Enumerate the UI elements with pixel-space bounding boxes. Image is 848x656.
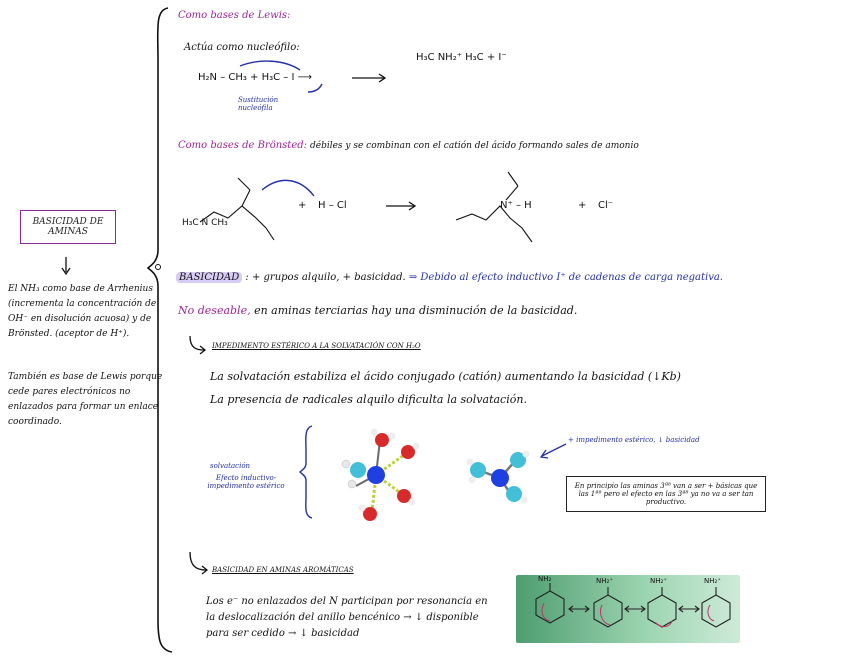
resonance-structures [516, 575, 740, 643]
undesirable-line [178, 304, 577, 317]
lewis-coordinate-note: También es base de Lewis porque cede pares electrónicos no enlazados para formar un enlace coordinado. [8, 372, 163, 427]
solvation-line-2: La presencia de radicales alquilo dificulta la solvatación. [210, 393, 527, 406]
bronsted-curved-arrow [262, 180, 314, 196]
resonance-label-2: NH₂⁺ [596, 577, 614, 585]
inductive-fig-label: Efecto inductivo-impedimento estérico [207, 474, 285, 490]
bronsted-reactant: H₃C N CH₃ [182, 218, 228, 228]
hcl-label: H – Cl [318, 200, 347, 211]
topic-title-box: BASICIDAD DE AMINAS [20, 210, 116, 244]
resonance-panel [516, 575, 740, 643]
lewis-heading: Como bases de Lewis: [178, 10, 291, 21]
undesirable-label: No deseable, [178, 304, 251, 317]
basicity-line [176, 272, 723, 283]
solvated-amine-model [342, 429, 420, 522]
resonance-label-4: NH₂⁺ [704, 577, 722, 585]
steric-fig-label: + impedimento estérico, ↓ basicidad [568, 436, 700, 444]
plus-sign-2: + [578, 200, 587, 211]
solvation-fig-label: solvatación [210, 462, 251, 470]
lewis-reaction: H₂N – CH₃ + H₃C – I ⟶ [198, 72, 312, 83]
steric-heading: IMPEDIMENTO ESTÉRICO A LA SOLVATACIÓN CON H₂O [212, 342, 421, 350]
resonance-label-3: NH₂⁺ [650, 577, 668, 585]
plus-sign: + [298, 200, 307, 211]
tertiary-amine-model [467, 451, 530, 504]
substitution-label: Sustitución nucleófila [238, 96, 279, 112]
lewis-products: H₃C NH₂⁺ H₃C + I⁻ [416, 52, 507, 63]
bronsted-description: débiles y se combinan con el catión del ácido formando sales de amonio [310, 141, 639, 151]
basicity-label: BASICIDAD [176, 272, 242, 283]
bronsted-heading: Como bases de Brönsted: [178, 140, 308, 151]
undesirable-text: en aminas terciarias hay una disminución de la basicidad. [254, 304, 578, 317]
solvation-line-1: La solvatación estabiliza el ácido conjugado (catión) aumentando la basicidad (↓Kb) [210, 370, 681, 383]
arrhenius-note: El NH₃ como base de Arrhenius (incrementa la concentración de OH⁻ en disolución acuosa) y de Brönsted. (aceptor de H⁺). [8, 284, 157, 339]
aromatic-text: Los e⁻ no enlazados del N participan por resonancia en la deslocalización del anillo bencénico → ↓ disponible para ser cedido → ↓ basicidad [206, 596, 488, 639]
ammonium-label: N⁺ – H [500, 200, 532, 211]
aromatic-heading: BASICIDAD EN AMINAS AROMÁTICAS [212, 566, 354, 574]
tertiary-amine-note: En principio las aminas 3ª⁸ van a ser + básicas que las 1ª⁸ pero el efecto en las 3ª⁸ ya no va a ser tan productivo. [566, 476, 766, 512]
basicity-text: : + grupos alquilo, + basicidad. [245, 272, 406, 283]
chloride-label: Cl⁻ [598, 200, 614, 211]
resonance-label-1: NH₂ [538, 575, 552, 583]
nucleophile-subheading: Actúa como nucleófilo: [184, 42, 300, 53]
basicity-reason: ⇒ Debido al efecto inductivo I⁺ de cadenas de carga negativa. [408, 272, 723, 283]
lewis-curved-arrow [240, 61, 300, 70]
